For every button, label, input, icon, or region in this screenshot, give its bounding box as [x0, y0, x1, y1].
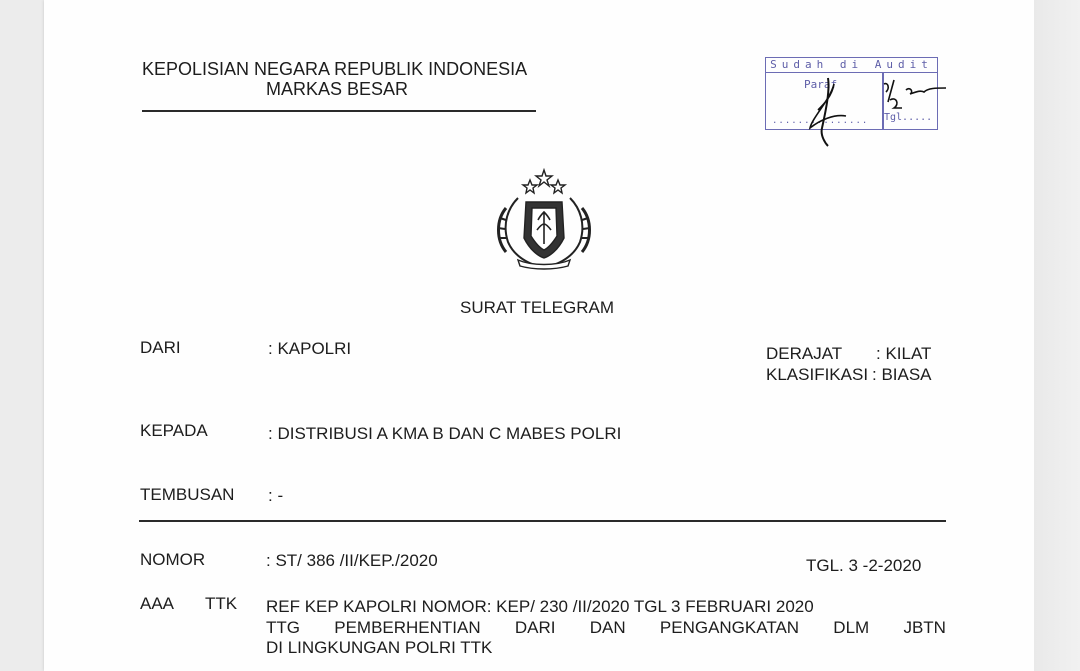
date-tgl: TGL. 3 -2-2020 — [806, 556, 922, 575]
body-word: TTG — [266, 618, 300, 637]
label-tembusan: TEMBUSAN — [140, 485, 235, 504]
value-nomor: : ST/ 386 /II/KEP./2020 — [266, 551, 438, 570]
page-edge — [1034, 0, 1080, 671]
org-name: KEPOLISIAN NEGARA REPUBLIK INDONESIA — [142, 59, 528, 79]
body-word: DAN — [589, 618, 626, 637]
body-word: PEMBERHENTIAN — [334, 618, 481, 637]
body-line-3: DI LINGKUNGAN POLRI TTK — [266, 638, 493, 657]
value-kepada: : DISTRIBUSI A KMA B DAN C MABES POLRI — [268, 424, 622, 443]
body-line-2 — [266, 618, 946, 638]
body-word: DLM — [833, 618, 870, 637]
value-derajat: : KILAT — [876, 344, 932, 363]
body-ttk: TTK — [205, 594, 238, 613]
handwritten-signature — [790, 70, 950, 150]
stamp-tgl: Tgl..... — [884, 112, 933, 123]
body-word: PENGANGKATAN — [659, 618, 800, 637]
body-line-1: REF KEP KAPOLRI NOMOR: KEP/ 230 /II/2020 TGL 3 FEBRUARI 2020 — [266, 597, 814, 616]
label-nomor: NOMOR — [140, 550, 206, 569]
value-klasifikasi: : BIASA — [872, 365, 932, 384]
label-kepada: KEPADA — [140, 421, 208, 440]
label-derajat: DERAJAT — [766, 344, 843, 363]
stamp-title: Sudah di Audit — [766, 58, 937, 73]
polri-emblem — [488, 168, 600, 272]
stamp-dots: ............... — [772, 116, 869, 126]
section-divider — [139, 520, 946, 522]
label-klasifikasi: KLASIFIKASI — [766, 365, 869, 384]
label-dari: DARI — [140, 338, 181, 357]
body-word: JBTN — [903, 618, 946, 637]
header-underline — [142, 110, 536, 112]
value-tembusan: : - — [268, 486, 284, 505]
value-dari: : KAPOLRI — [268, 339, 352, 358]
document-title: SURAT TELEGRAM — [460, 298, 614, 317]
org-unit: MARKAS BESAR — [266, 79, 409, 99]
body-word: DARI — [514, 618, 556, 637]
stamp-paraf: Paraf — [804, 78, 838, 91]
body-aaa: AAA — [140, 594, 175, 613]
